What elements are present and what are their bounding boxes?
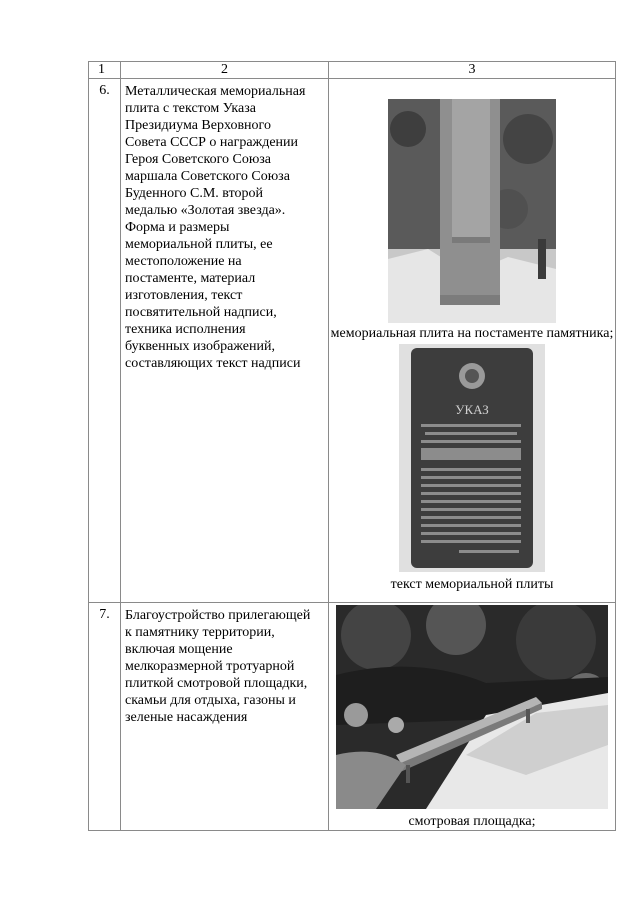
description-line: Металлическая мемориальная bbox=[125, 84, 306, 99]
description-line: буквенных изображений, bbox=[125, 339, 275, 354]
description-line: к памятнику территории, bbox=[125, 625, 275, 640]
viewing-area-caption: смотровая площадка; bbox=[408, 814, 536, 829]
description-line: Совета СССР о награждении bbox=[125, 135, 299, 150]
row-images bbox=[329, 603, 616, 831]
table-row bbox=[89, 603, 616, 831]
description-line: Благоустройство прилегающей bbox=[125, 608, 311, 623]
description-line: постаменте, материал bbox=[125, 271, 256, 286]
pedestal-caption: мемориальная плита на постаменте памятника; bbox=[330, 326, 614, 341]
row-description bbox=[121, 79, 329, 603]
description-line: медалью «Золотая звезда». bbox=[125, 203, 286, 218]
description-line: маршала Советского Союза bbox=[125, 169, 290, 184]
row-number: 7. bbox=[89, 603, 121, 831]
viewing-area-photo bbox=[336, 605, 608, 809]
table-row bbox=[89, 79, 616, 603]
description-line: Форма и размеры bbox=[125, 220, 230, 235]
table-header-row bbox=[89, 62, 616, 79]
description-line: скамьи для отдыха, газоны и bbox=[125, 693, 296, 708]
description-line: изготовления, текст bbox=[125, 288, 243, 303]
plaque-photo bbox=[399, 344, 545, 572]
description-line: плита с текстом Указа bbox=[125, 101, 256, 116]
row-images bbox=[329, 79, 616, 603]
header-col-3: 3 bbox=[329, 62, 616, 79]
plaque-caption: текст мемориальной плиты bbox=[390, 577, 554, 592]
plaque-title: УКАЗ bbox=[455, 402, 489, 417]
description-line: техника исполнения bbox=[125, 322, 246, 337]
description-line: Буденного С.М. второй bbox=[125, 186, 263, 201]
description-line: Президиума Верховного bbox=[125, 118, 271, 133]
description-line: включая мощение bbox=[125, 642, 233, 657]
row-number: 6. bbox=[89, 79, 121, 603]
description-line: составляющих текст надписи bbox=[125, 356, 301, 371]
description-line: мемориальной плиты, ее bbox=[125, 237, 273, 252]
header-col-2: 2 bbox=[121, 62, 329, 79]
description-line: посвятительной надписи, bbox=[125, 305, 277, 320]
row-description bbox=[121, 603, 329, 831]
description-line: зеленые насаждения bbox=[125, 710, 248, 725]
description-line: мелкоразмерной тротуарной bbox=[125, 659, 295, 674]
description-line: плиткой смотровой площадки, bbox=[125, 676, 308, 691]
description-line: местоположение на bbox=[125, 254, 242, 269]
document-table bbox=[88, 61, 616, 831]
pedestal-photo bbox=[388, 99, 556, 323]
description-line: Героя Советского Союза bbox=[125, 152, 272, 167]
header-col-1: 1 bbox=[89, 62, 121, 79]
